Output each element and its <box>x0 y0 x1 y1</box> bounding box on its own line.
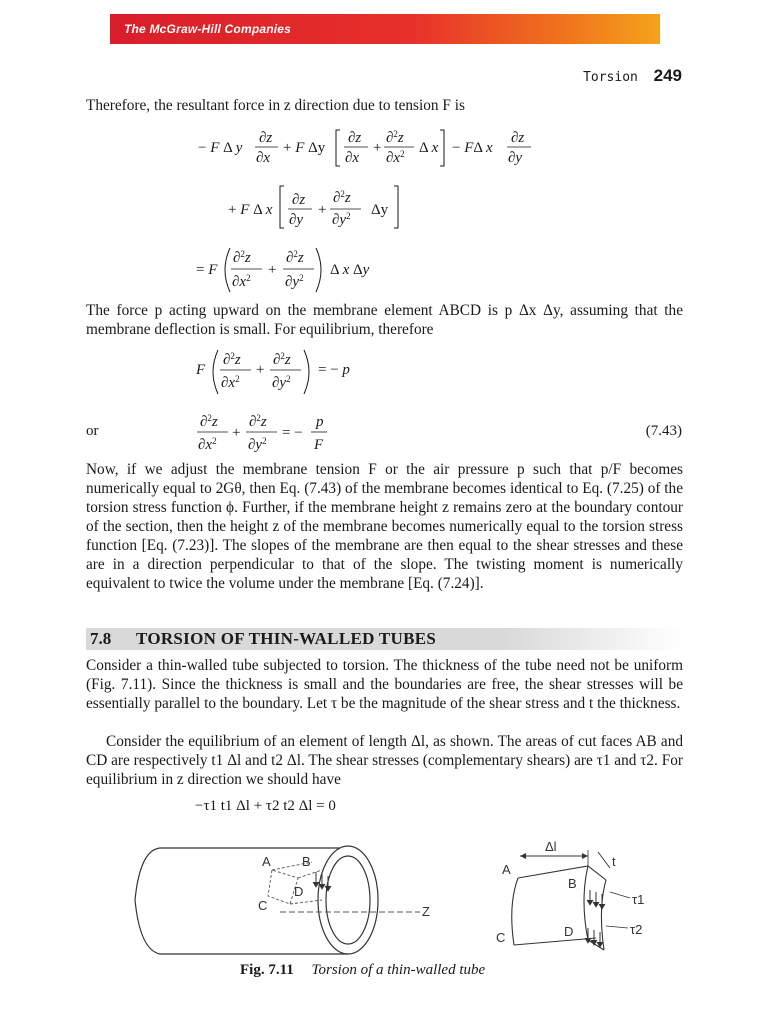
section-number: 7.8 <box>90 629 112 648</box>
or-label: or <box>86 423 99 439</box>
svg-text:∂y: ∂y <box>508 150 523 166</box>
svg-text:∂z: ∂z <box>259 130 273 146</box>
publisher-banner <box>110 14 660 44</box>
svg-text:∂z: ∂z <box>348 130 362 146</box>
svg-text:∂x2: $\partial x^2$ <box>386 149 405 166</box>
section-title: Torsion <box>583 70 638 85</box>
svg-text:+: + <box>373 140 382 156</box>
svg-text:∂2z: ∂$^2$z <box>386 129 404 146</box>
svg-text:= F: = F <box>196 262 218 278</box>
paragraph-2: The force p acting upward on the membrane element ABCD is p Δx Δy, assuming that the membrane deflection is small. For equilibrium, therefore <box>86 302 683 338</box>
section-heading <box>86 628 683 650</box>
figure-thin-walled-tube <box>0 830 768 960</box>
svg-text:∂2z: ∂$^2$z <box>249 413 267 430</box>
svg-text:∂z: ∂z <box>292 192 306 208</box>
equation-equilibrium <box>190 344 390 400</box>
svg-text:∂x2: $\partial x^2$ <box>221 374 240 391</box>
svg-text:∂y2: $\partial y^2$ <box>272 374 291 391</box>
paragraph-1: Therefore, the resultant force in z direction due to tension F is <box>86 97 465 114</box>
label-A-left: A <box>262 854 271 869</box>
svg-text:Δ x: Δ x <box>419 140 439 156</box>
running-head <box>583 66 682 86</box>
publisher-name: The McGraw-Hill Companies <box>124 22 292 36</box>
svg-text:∂y2: $\partial y^2$ <box>248 436 267 453</box>
svg-text:p: p <box>316 414 324 430</box>
svg-text:+: + <box>268 262 277 278</box>
label-dl: Δl <box>545 839 557 854</box>
section-title-text: TORSION OF THIN-WALLED TUBES <box>136 629 437 648</box>
svg-text:∂z: ∂z <box>511 130 525 146</box>
svg-text:+: + <box>256 362 265 378</box>
svg-text:+ F Δ x: + F Δ x <box>228 202 273 218</box>
paragraph-3: Now, if we adjust the membrane tension F or the air pressure p such that p/F becomes numerically equal to 2Gθ, then Eq. (7.43) of the membrane becomes identical to Eq. (7.25) of the torsion stress function ϕ. Further, if the membrane height z remains zero at the boundary contour of the section, then the height z of the membrane becomes numerically equal to the torsion stress function [Eq. (7.23)]. The slopes of the membrane are then equal to the shear stresses and these are in a direction perpendicular to that of the slope. The twisting moment is numerically equivalent to twice the volume under the membrane [Eq. (7.24)]. <box>86 461 683 592</box>
svg-text:∂x2: $\partial x^2$ <box>198 436 217 453</box>
equation-7-43 <box>190 408 360 458</box>
equation-shear-balance: −τ1 t1 Δl + τ2 t2 Δl = 0 <box>195 798 336 814</box>
svg-text:∂x2: $\partial x^2$ <box>232 273 251 290</box>
label-tau1: τ1 <box>632 892 645 907</box>
label-B-right: B <box>568 876 577 891</box>
svg-text:+: + <box>232 425 241 441</box>
svg-text:∂y2: $\partial y^2$ <box>332 211 351 228</box>
svg-text:= − p: = − p <box>318 362 350 378</box>
equation-number: (7.43) <box>645 423 682 439</box>
svg-text:+ F Δy: + F Δy <box>283 140 326 156</box>
svg-text:Δ x Δy: Δ x Δy <box>330 262 370 278</box>
svg-text:− F Δ y: − F Δ y <box>198 140 243 156</box>
svg-text:∂y2: $\partial y^2$ <box>285 273 304 290</box>
svg-text:+: + <box>318 202 327 218</box>
label-A-right: A <box>502 862 511 877</box>
label-D-right: D <box>564 924 574 939</box>
equation-resultant-force <box>150 124 570 294</box>
svg-text:Δy: Δy <box>371 202 389 218</box>
svg-text:F: F <box>314 437 324 453</box>
label-Z: Z <box>422 904 430 919</box>
page-number: 249 <box>653 66 682 85</box>
svg-text:∂2z: ∂$^2$z <box>233 249 251 266</box>
label-B-left: B <box>302 854 311 869</box>
svg-text:∂2z: ∂$^2$z <box>200 413 218 430</box>
svg-text:∂x: ∂x <box>345 150 360 166</box>
figure-caption <box>240 962 485 979</box>
label-C-left: C <box>258 898 268 913</box>
svg-text:∂2z: ∂$^2$z <box>273 351 291 368</box>
label-D-left: D <box>294 884 304 899</box>
svg-text:F: F <box>196 362 206 378</box>
svg-text:∂2z: ∂$^2$z <box>223 351 241 368</box>
svg-text:∂y: ∂y <box>289 212 304 228</box>
svg-text:− FΔ x: − FΔ x <box>452 140 493 156</box>
label-tau2: τ2 <box>630 922 643 937</box>
caption-text: Torsion of a thin-walled tube <box>311 962 486 978</box>
svg-text:= −: = − <box>282 425 303 441</box>
label-C-right: C <box>496 930 506 945</box>
svg-text:∂x: ∂x <box>256 150 271 166</box>
paragraph-4: Consider a thin-walled tube subjected to torsion. The thickness of the tube need not be uniform (Fig. 7.11). Since the thickness is small and the boundaries are free, the shear stresses will be essentially parallel to the boundary. Let τ be the magnitude of the shear stress and t the thickness. <box>86 657 683 712</box>
svg-text:∂2z: ∂$^2$z <box>333 189 351 206</box>
paragraph-5: Consider the equilibrium of an element of length Δl, as shown. The areas of cut faces AB and CD are respectively t1 Δl and t2 Δl. The shear stresses (complementary shears) are τ1 and τ2. For equilibrium in z direction we should have <box>86 733 683 788</box>
svg-text:∂2z: ∂$^2$z <box>286 249 304 266</box>
label-t: t <box>612 854 616 869</box>
caption-label: Fig. 7.11 <box>240 962 294 978</box>
